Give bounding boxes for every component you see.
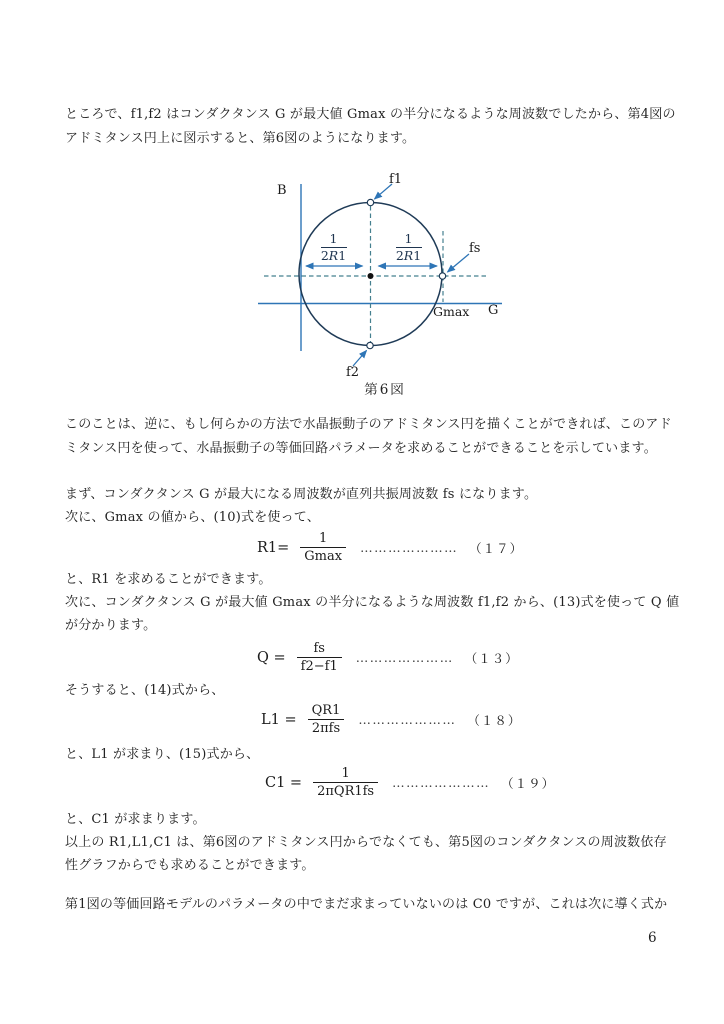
equation-lhs: R1= bbox=[257, 539, 290, 556]
body-line: ところで、f1,f2 はコンダクタンス G が最大値 Gmax の半分になるような周波数でしたから、第4図の bbox=[65, 107, 676, 122]
svg-text:1: 1 bbox=[404, 231, 413, 246]
body-line: と、C1 が求まります。 bbox=[65, 811, 206, 827]
body-line: このことは、逆に、もし何らかの方法で水晶振動子のアドミタンス円を描くことができれば、このアド bbox=[65, 417, 672, 432]
equation-number: （１７） bbox=[469, 540, 524, 556]
body-line: 第1図の等価回路モデルのパラメータの中でまだ求まっていないのは C0 ですが、これは次に導く式か bbox=[65, 897, 668, 912]
equation-13 bbox=[257, 641, 519, 674]
body-line: アドミタンス円上に図示すると、第6図のようになります。 bbox=[65, 130, 416, 146]
fs-label: fs bbox=[469, 241, 481, 256]
equation-lhs: L1 = bbox=[261, 711, 297, 728]
equation-fraction: $\frac{1}{\text{2πQR1fs}}$ bbox=[313, 766, 378, 799]
g-axis-label: G bbox=[488, 303, 499, 318]
body-line: 次に、コンダクタンス G が最大値 Gmax の半分になるような周波数 f1,f2 から、(13)式を使って Q 値 bbox=[65, 595, 680, 610]
fs-point-marker bbox=[439, 273, 445, 279]
f2-leader-arrow bbox=[353, 351, 367, 367]
body-line: 性グラフからでも求めることができます。 bbox=[65, 858, 315, 873]
f1-point-marker bbox=[367, 199, 373, 205]
body-line: と、R1 を求めることができます。 bbox=[65, 572, 272, 587]
b-axis-label: B bbox=[277, 183, 287, 198]
equation-18 bbox=[261, 703, 521, 736]
equation-dots: ………………… bbox=[355, 650, 454, 665]
body-line: まず、コンダクタンス G が最大になる周波数が直列共振周波数 fs になります。 bbox=[65, 487, 538, 502]
equation-dots: ………………… bbox=[360, 540, 459, 555]
admittance-circle-figure bbox=[250, 168, 520, 400]
gmax-label: Gmax bbox=[433, 304, 470, 319]
svg-text:1: 1 bbox=[329, 231, 338, 246]
f1-label: f1 bbox=[389, 172, 403, 187]
equation-number: （１９） bbox=[501, 775, 556, 791]
svg-text:2R1: 2R1 bbox=[395, 248, 422, 263]
body-line: が分かります。 bbox=[65, 618, 157, 633]
equation-lhs: Q = bbox=[257, 649, 286, 666]
body-line: ミタンス円を使って、水晶振動子の等価回路パラメータを求めることができることを示しています。 bbox=[65, 440, 657, 456]
f2-point-marker bbox=[367, 342, 373, 348]
svg-text:2R1: 2R1 bbox=[320, 248, 347, 263]
right-radius-fraction bbox=[396, 231, 422, 263]
equation-fraction: $\frac{QR1}{\text{2πfs}}$ bbox=[308, 703, 345, 736]
figure-caption: 第6図 bbox=[364, 382, 406, 398]
equation-dots: ………………… bbox=[358, 712, 457, 727]
equation-fraction: $\frac{1}{Gmax}$ bbox=[300, 531, 346, 564]
equation-dots: ………………… bbox=[392, 775, 491, 790]
equation-lhs: C1 = bbox=[265, 774, 303, 791]
equation-number: （１３） bbox=[464, 650, 519, 666]
fs-leader-arrow bbox=[448, 254, 470, 272]
equation-fraction: $\frac{fs}{f2-f1}$ bbox=[297, 641, 342, 674]
equation-19 bbox=[265, 766, 555, 799]
left-radius-fraction bbox=[321, 231, 347, 263]
body-line: そうすると、(14)式から、 bbox=[65, 682, 225, 698]
f2-label: f2 bbox=[346, 365, 360, 380]
equation-number: （１８） bbox=[467, 712, 522, 728]
body-line: 以上の R1,L1,C1 は、第6図のアドミタンス円からでなくても、第5図のコンダクタンスの周波数依存 bbox=[65, 835, 667, 850]
body-line: 次に、Gmax の値から、(10)式を使って、 bbox=[65, 510, 320, 525]
circle-center-dot bbox=[368, 273, 374, 279]
page-number: 6 bbox=[648, 930, 657, 946]
body-line: と、L1 が求まり、(15)式から、 bbox=[65, 746, 260, 762]
equation-17 bbox=[257, 531, 523, 564]
